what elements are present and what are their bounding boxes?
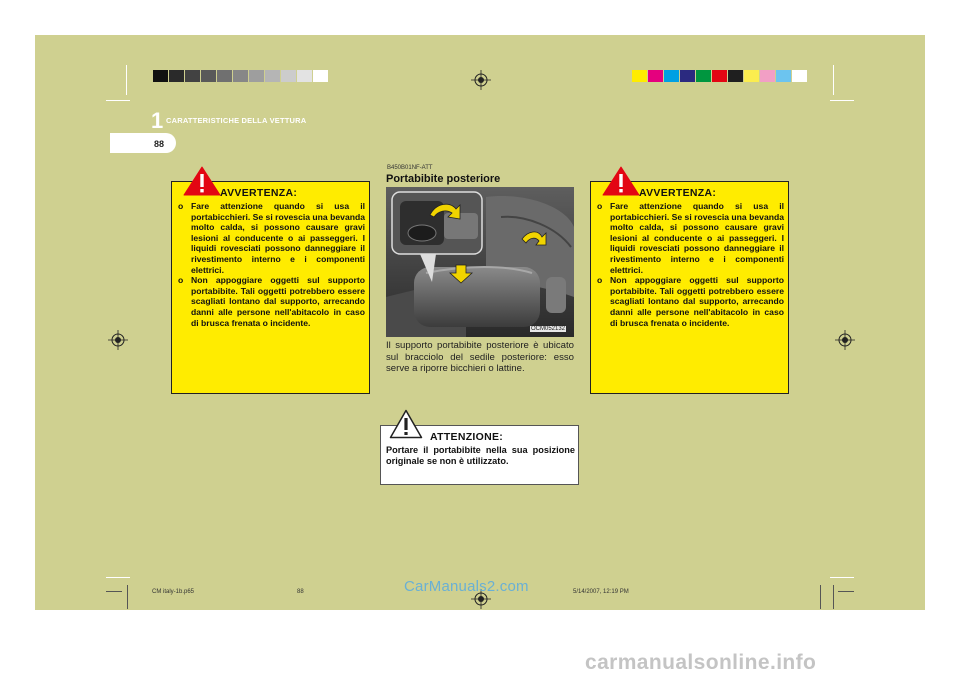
warning-bullet: o	[178, 275, 184, 286]
calibration-swatch	[297, 70, 312, 82]
calibration-swatch	[680, 70, 695, 82]
crop-mark	[106, 591, 122, 592]
crop-mark	[106, 100, 130, 101]
section-code: B450B01NF-ATT	[387, 165, 433, 171]
calibration-swatch	[728, 70, 743, 82]
cupholder-illustration	[386, 187, 574, 337]
section-body: Il supporto portabibite posteriore è ubicato sul bracciolo del sedile posteriore: esso serve a riporre bicchieri o lattine.	[386, 340, 574, 375]
calibration-swatch	[201, 70, 216, 82]
calibration-swatch	[744, 70, 759, 82]
warning-triangle-icon	[602, 166, 640, 196]
caution-triangle-icon	[389, 409, 423, 439]
chapter-title: CARATTERISTICHE DELLA VETTURA	[166, 116, 307, 125]
warning-item-text: Non appoggiare oggetti sul supporto portabibite. Tali oggetti potrebbero essere scagliati lontano dal supporto, arrecando danni alle persone nell'abitacolo in caso di brusca frenata o incidente.	[191, 275, 365, 328]
crop-mark	[126, 65, 127, 95]
registration-target-icon	[471, 70, 491, 90]
warning-bullet: o	[178, 201, 184, 211]
crop-mark	[106, 577, 130, 578]
calibration-swatch	[217, 70, 232, 82]
crop-mark	[833, 585, 834, 609]
warning-box-right	[590, 181, 789, 394]
calibration-swatch	[281, 70, 296, 82]
warning-body	[597, 201, 784, 328]
warning-triangle-icon	[183, 166, 221, 196]
warning-item-text: Fare attenzione quando si usa il portabicchieri. Se si rovescia una bevanda molto calda, si possono causare gravi lesioni al conducente o ai passeggeri. I liquidi rovesciati possono danneggiare il rivestimento interno e i componenti elettrici.	[610, 201, 784, 275]
crop-mark	[830, 100, 854, 101]
section-title: Portabibite posteriore	[386, 173, 501, 185]
warning-item	[597, 201, 784, 275]
footer-file: CM italy-1b.p65	[152, 589, 195, 595]
registration-target-icon	[835, 330, 855, 350]
page-number: 88	[154, 139, 165, 149]
crop-mark	[838, 591, 854, 592]
calibration-swatch	[233, 70, 248, 82]
chapter-number: 1	[151, 108, 164, 133]
calibration-swatch	[313, 70, 328, 82]
warning-title: AVVERTENZA:	[220, 187, 298, 199]
crop-mark	[820, 585, 821, 609]
footer-timestamp: 5/14/2007, 12:19 PM	[573, 589, 629, 595]
crop-mark	[830, 577, 854, 578]
gray-calibration-bar	[153, 70, 329, 82]
photo-code: OCM052132	[531, 326, 566, 332]
calibration-swatch	[664, 70, 679, 82]
page-number-tab	[110, 133, 176, 153]
calibration-swatch	[265, 70, 280, 82]
calibration-swatch	[185, 70, 200, 82]
calibration-swatch	[760, 70, 775, 82]
warning-item-text: Non appoggiare oggetti sul supporto portabibite. Tali oggetti potrebbero essere scagliati lontano dal supporto, arrecando danni alle persone nell'abitacolo in caso di brusca frenata o incidente.	[610, 275, 784, 328]
calibration-swatch	[632, 70, 647, 82]
calibration-swatch	[249, 70, 264, 82]
warning-bullet: o	[597, 275, 603, 286]
calibration-swatch	[776, 70, 791, 82]
warning-item	[178, 275, 365, 328]
watermark-carmanualsonline[interactable]: carmanualsonline.info	[585, 651, 817, 674]
watermark-carmanuals2[interactable]: CarManuals2.com	[404, 578, 529, 595]
color-calibration-bar	[632, 70, 808, 82]
caution-title: ATTENZIONE:	[430, 431, 504, 443]
crop-mark	[127, 585, 128, 609]
calibration-swatch	[696, 70, 711, 82]
calibration-swatch	[712, 70, 727, 82]
registration-target-icon	[108, 330, 128, 350]
warning-title: AVVERTENZA:	[639, 187, 717, 199]
warning-body	[178, 201, 365, 328]
warning-item	[178, 201, 365, 275]
warning-item-text: Fare attenzione quando si usa il portabicchieri. Se si rovescia una bevanda molto calda, si possono causare gravi lesioni al conducente o ai passeggeri. I liquidi rovesciati possono danneggiare il rivestimento interno e i componenti elettrici.	[191, 201, 365, 275]
calibration-swatch	[169, 70, 184, 82]
cupholder-photo	[386, 187, 574, 337]
crop-mark	[833, 65, 834, 95]
footer-page: 88	[297, 589, 304, 595]
calibration-swatch	[648, 70, 663, 82]
warning-box-left	[171, 181, 370, 394]
calibration-swatch	[153, 70, 168, 82]
warning-item	[597, 275, 784, 328]
warning-bullet: o	[597, 201, 603, 211]
caution-text: Portare il portabibite nella sua posizione originale se non è utilizzato.	[386, 445, 575, 467]
calibration-swatch	[792, 70, 807, 82]
